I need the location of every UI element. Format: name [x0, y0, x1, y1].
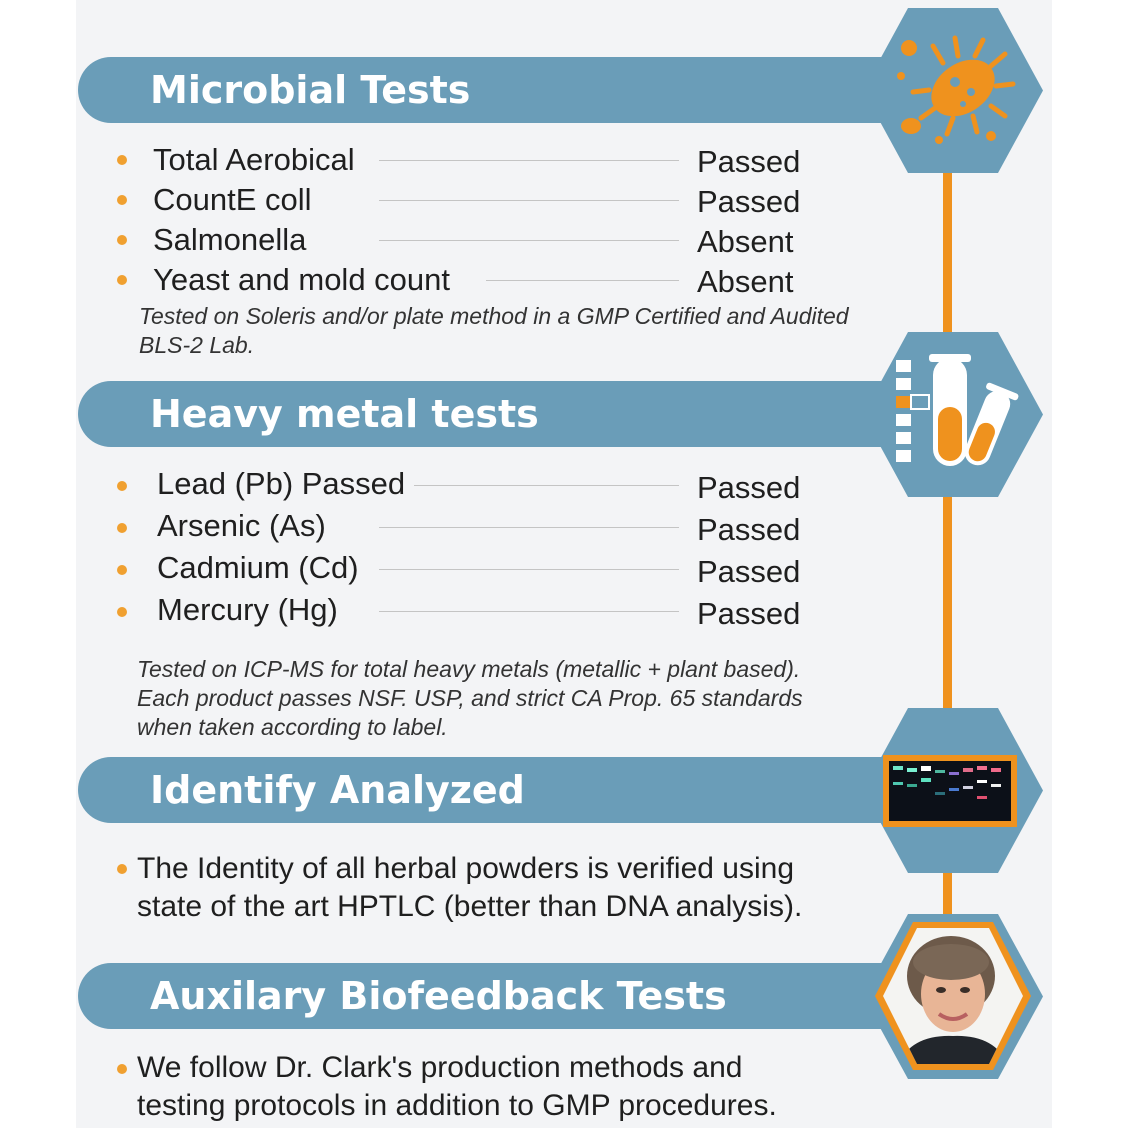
- test-label: Total Aerobical: [153, 142, 355, 177]
- leader-line: [379, 569, 679, 570]
- test-label: Cadmium (Cd): [157, 550, 359, 585]
- test-result: Absent: [697, 264, 794, 299]
- leader-line: [486, 280, 679, 281]
- leader-line: [379, 240, 679, 241]
- list-item: [0, 466, 820, 506]
- bullet-dot: [117, 195, 127, 205]
- leader-line: [379, 611, 679, 612]
- bullet-dot: [117, 607, 127, 617]
- section-title: Identify Analyzed: [150, 768, 525, 812]
- footnote: Tested on Soleris and/or plate method in a GMP Certified and Audited BLS-2 Lab.: [139, 303, 849, 358]
- test-label: Yeast and mold count: [153, 262, 451, 297]
- section-title: Heavy metal tests: [150, 392, 539, 436]
- leader-line: [414, 485, 679, 486]
- test-result: Passed: [697, 470, 801, 505]
- auxiliary-text: We follow Dr. Clark's production methods and testing protocols in addition to GMP procedures.: [137, 1051, 777, 1122]
- test-result: Passed: [697, 184, 801, 219]
- list-item: [0, 592, 820, 632]
- bullet-dot: [117, 523, 127, 533]
- test-result: Passed: [697, 596, 801, 631]
- test-result: Passed: [697, 144, 801, 179]
- test-label: CountE coll: [153, 182, 312, 217]
- test-result: Passed: [697, 554, 801, 589]
- bullet-dot: [117, 481, 127, 491]
- leader-line: [379, 160, 679, 161]
- footnote: Tested on ICP-MS for total heavy metals (metallic + plant based). Each product passes NSF. USP, and strict CA Prop. 65 standards when taken according to label.: [137, 656, 803, 740]
- bullet-dot: [117, 565, 127, 575]
- list-item: [0, 140, 820, 180]
- test-label: Lead (Pb) Passed: [157, 466, 406, 501]
- bullet-dot: [117, 275, 127, 285]
- test-result: Absent: [697, 224, 794, 259]
- leader-line: [379, 200, 679, 201]
- leader-line: [379, 527, 679, 528]
- section-banner: [78, 963, 938, 1029]
- list-item: [0, 260, 820, 300]
- test-label: Arsenic (As): [157, 508, 326, 543]
- connector-line: [943, 480, 952, 730]
- section-title: Auxilary Biofeedback Tests: [150, 974, 727, 1018]
- identify-text: The Identity of all herbal powders is verified using state of the art HPTLC (better than DNA analysis).: [137, 852, 803, 923]
- bullet-dot: [117, 235, 127, 245]
- list-item: [0, 508, 820, 548]
- test-label: Mercury (Hg): [157, 592, 338, 627]
- section-banner: [78, 757, 938, 823]
- bullet-dot: [117, 155, 127, 165]
- bullet-dot: [117, 864, 127, 874]
- section-title: Microbial Tests: [150, 68, 471, 112]
- list-item: [0, 220, 820, 260]
- test-result: Passed: [697, 512, 801, 547]
- test-label: Salmonella: [153, 222, 307, 257]
- list-item: [0, 180, 820, 220]
- list-item: [0, 550, 820, 590]
- section-banner: [78, 381, 938, 447]
- section-banner: [78, 57, 938, 123]
- bullet-dot: [117, 1064, 127, 1074]
